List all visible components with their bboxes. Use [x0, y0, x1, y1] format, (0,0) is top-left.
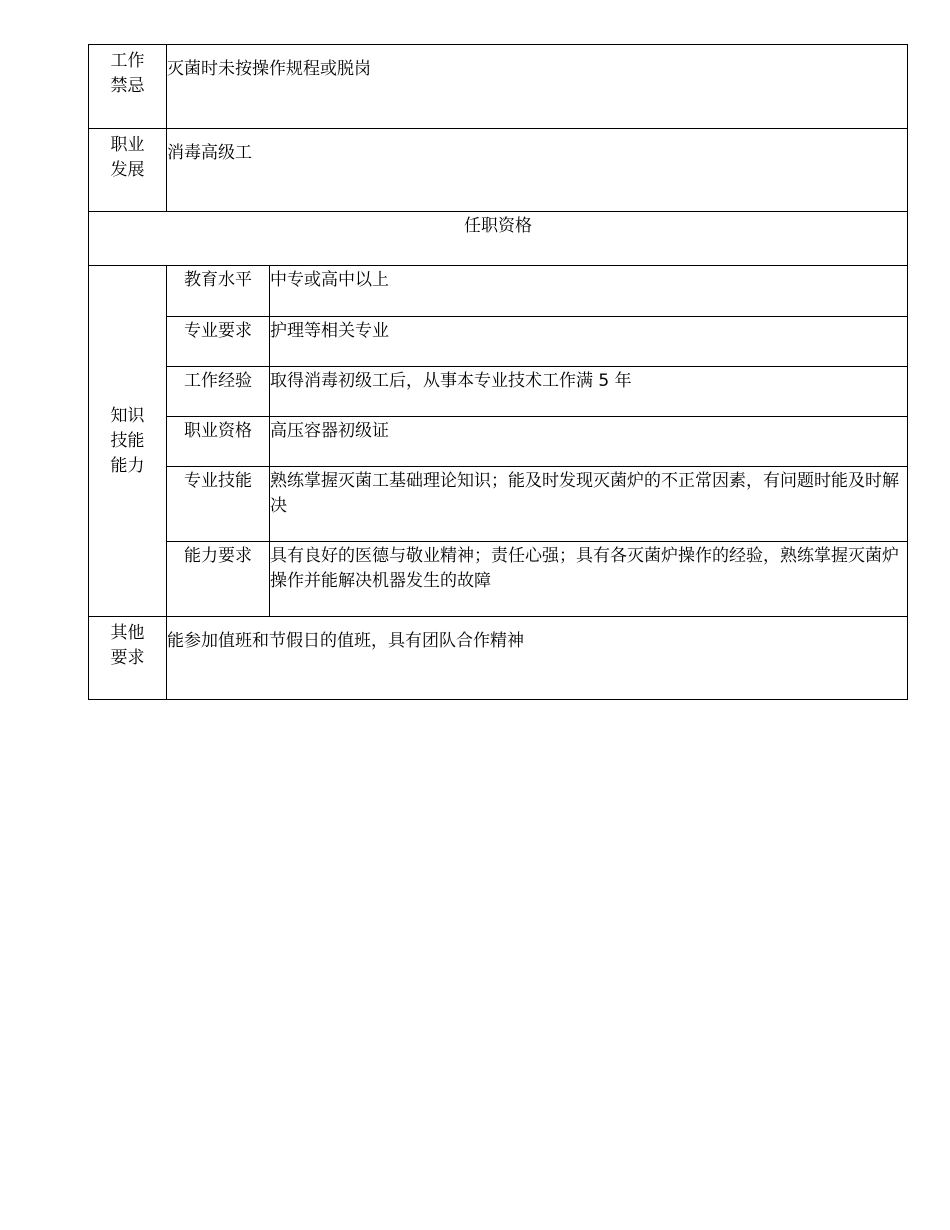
- major-value: 护理等相关专业: [270, 317, 908, 367]
- skills-value: 熟练掌握灭菌工基础理论知识；能及时发现灭菌炉的不正常因素，有问题时能及时解决: [270, 467, 908, 542]
- career-development-value: 消毒高级工: [167, 129, 908, 212]
- ability-value: 具有良好的医德与敬业精神；责任心强；具有各灭菌炉操作的经验，熟练掌握灭菌炉操作并能解决机器发生的故障: [270, 542, 908, 617]
- major-label: 专业要求: [167, 317, 270, 367]
- row-work-forbidden: [89, 45, 908, 129]
- row-other-requirements: [89, 617, 908, 700]
- skills-label: 专业技能: [167, 467, 270, 542]
- work-forbidden-label: 工作 禁忌: [89, 45, 167, 129]
- work-forbidden-value: 灭菌时未按操作规程或脱岗: [167, 45, 908, 129]
- row-career-development: [89, 129, 908, 212]
- knowledge-skill-ability-label: 知识 技能 能力: [89, 266, 167, 617]
- certification-label: 职业资格: [167, 417, 270, 467]
- row-education: [89, 266, 908, 317]
- other-requirements-value: 能参加值班和节假日的值班，具有团队合作精神: [167, 617, 908, 700]
- row-experience: [89, 367, 908, 417]
- ability-label: 能力要求: [167, 542, 270, 617]
- row-certification: [89, 417, 908, 467]
- career-development-label: 职业 发展: [89, 129, 167, 212]
- row-qualification-header: [89, 212, 908, 266]
- experience-label: 工作经验: [167, 367, 270, 417]
- row-major: [89, 317, 908, 367]
- row-skills: [89, 467, 908, 542]
- education-label: 教育水平: [167, 266, 270, 317]
- education-value: 中专或高中以上: [270, 266, 908, 317]
- certification-value: 高压容器初级证: [270, 417, 908, 467]
- qualification-header: 任职资格: [89, 212, 908, 266]
- job-description-table: [88, 44, 908, 700]
- row-ability: [89, 542, 908, 617]
- experience-value: 取得消毒初级工后，从事本专业技术工作满 5 年: [270, 367, 908, 417]
- other-requirements-label: 其他 要求: [89, 617, 167, 700]
